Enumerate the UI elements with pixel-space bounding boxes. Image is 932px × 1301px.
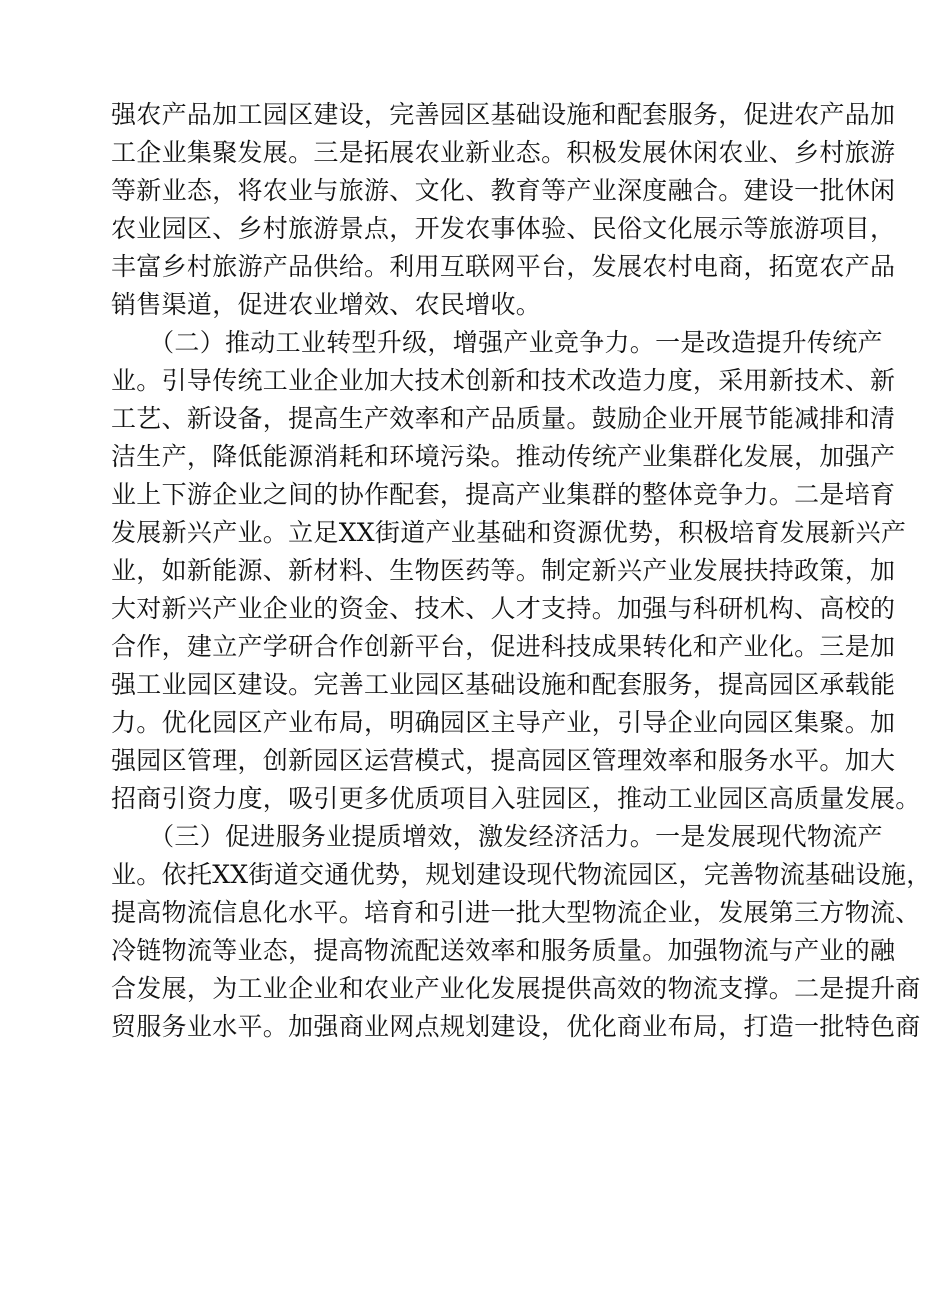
text-line: 丰富乡村旅游产品供给。利用互联网平台，发展农村电商，拓宽农产品 xyxy=(111,252,896,281)
text-line: 合作，建立产学研合作创新平台，促进科技成果转化和产业化。三是加 xyxy=(111,632,896,661)
text-line: 业。引导传统工业企业加大技术创新和技术改造力度，采用新技术、新 xyxy=(111,366,896,395)
text-line: 业。依托XX街道交通优势，规划建设现代物流园区，完善物流基础设施， xyxy=(111,860,932,889)
text-line: 强农产品加工园区建设，完善园区基础设施和配套服务，促进农产品加 xyxy=(111,100,896,129)
text-line: 力。优化园区产业布局，明确园区主导产业，引导企业向园区集聚。加 xyxy=(111,708,896,737)
document-body xyxy=(111,96,932,1046)
text-line: 大对新兴产业企业的资金、技术、人才支持。加强与科研机构、高校的 xyxy=(111,594,896,623)
text-line: 贸服务业水平。加强商业网点规划建设，优化商业布局，打造一批特色商 xyxy=(111,1012,921,1041)
text-line: 业上下游企业之间的协作配套，提高产业集群的整体竞争力。二是培育 xyxy=(111,480,896,509)
paragraph-industry xyxy=(111,324,921,818)
text-line: 发展新兴产业。立足XX街道产业基础和资源优势，积极培育发展新兴产 xyxy=(111,518,907,547)
text-line: 等新业态，将农业与旅游、文化、教育等产业深度融合。建设一批休闲 xyxy=(111,176,896,205)
text-line: 合发展，为工业企业和农业产业化发展提供高效的物流支撑。二是提升商 xyxy=(111,974,921,1003)
paragraph-services xyxy=(111,818,932,1046)
text-line: 销售渠道，促进农业增效、农民增收。 xyxy=(111,290,542,319)
text-line: （三）促进服务业提质增效，激发经济活力。一是发展现代物流产 xyxy=(111,822,883,851)
text-line: 工企业集聚发展。三是拓展农业新业态。积极发展休闲农业、乡村旅游 xyxy=(111,138,896,167)
text-line: 强工业园区建设。完善工业园区基础设施和配套服务，提高园区承载能 xyxy=(111,670,896,699)
text-line: 工艺、新设备，提高生产效率和产品质量。鼓励企业开展节能减排和清 xyxy=(111,404,896,433)
text-line: 提高物流信息化水平。培育和引进一批大型物流企业，发展第三方物流、 xyxy=(111,898,921,927)
text-line: 洁生产，降低能源消耗和环境污染。推动传统产业集群化发展，加强产 xyxy=(111,442,896,471)
text-line: 招商引资力度，吸引更多优质项目入驻园区，推动工业园区高质量发展。 xyxy=(111,784,921,813)
text-line: （二）推动工业转型升级，增强产业竞争力。一是改造提升传统产 xyxy=(111,328,883,357)
text-line: 业，如新能源、新材料、生物医药等。制定新兴产业发展扶持政策，加 xyxy=(111,556,896,585)
paragraph-agriculture xyxy=(111,96,896,324)
text-line: 农业园区、乡村旅游景点，开发农事体验、民俗文化展示等旅游项目， xyxy=(111,214,896,243)
text-line: 冷链物流等业态，提高物流配送效率和服务质量。加强物流与产业的融 xyxy=(111,936,896,965)
text-line: 强园区管理，创新园区运营模式，提高园区管理效率和服务水平。加大 xyxy=(111,746,896,775)
